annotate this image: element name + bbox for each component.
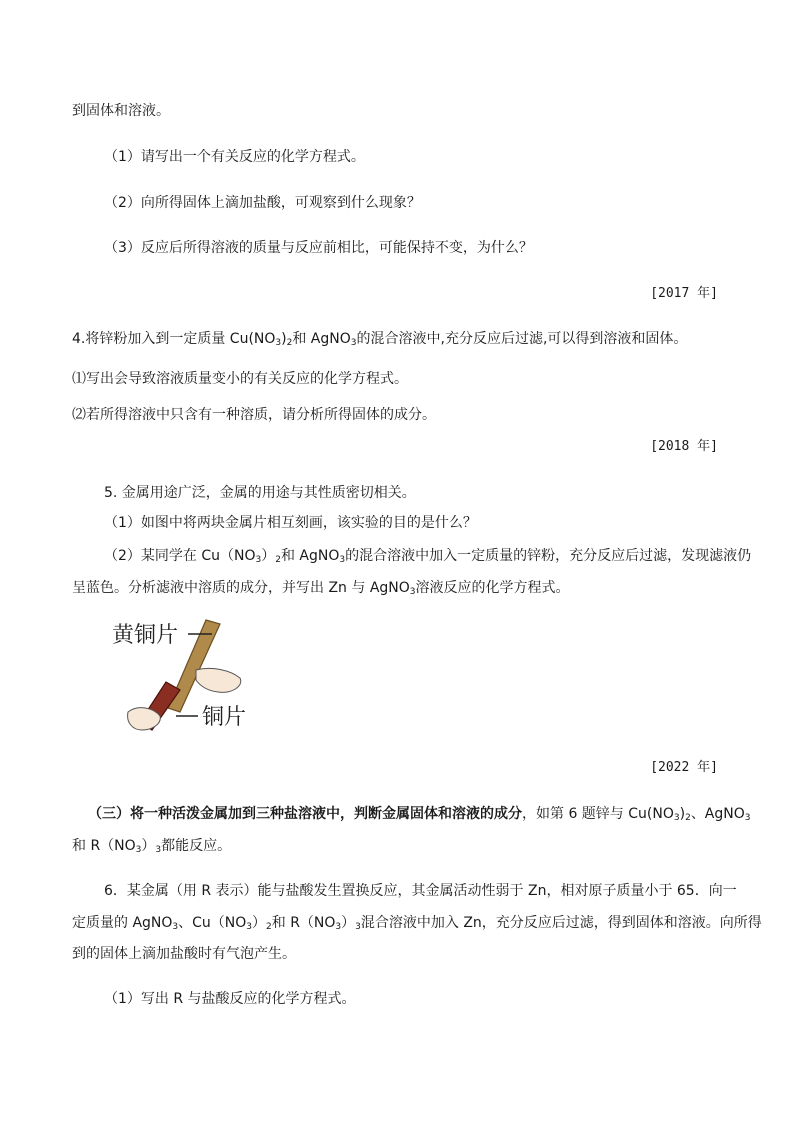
year-2018: [2018 年]	[650, 439, 718, 454]
label-copper: 铜片	[202, 704, 247, 729]
q3-sub1: （1）请写出一个有关反应的化学方程式。	[104, 149, 365, 165]
q6-line2: 定质量的 AgNO$_3$、$Cu(NO_3)_2$和 $R(NO_3)_3$混合溶液中加入 Zn，充分反应后过滤，得到固体和溶液。向所得	[72, 915, 762, 932]
q6-sub1: （1）写出 R 与盐酸反应的化学方程式。	[104, 991, 356, 1007]
q5-sub2-line1: （2）某同学在 $Cu(NO_3)_2$和 AgNO$_3$的混合溶液中加入一定质量的锌粉，充分反应后过滤，发现滤液仍	[104, 548, 752, 565]
brass-copper-scratch-figure	[108, 612, 258, 742]
year-2017: [2017 年]	[650, 286, 718, 301]
q5-sub2-line2: 呈蓝色。分析滤液中溶质的成分，并写出 Zn 与 AgNO$_3$溶液反应的化学方程式。	[72, 580, 570, 597]
right-hand	[196, 668, 241, 692]
section-3-heading: （三）将一种活泼金属加到三种盐溶液中，判断金属固体和溶液的成分，如第 6 题锌与 $Cu(NO_3)_2$、AgNO$_3$	[88, 806, 751, 823]
label-brass: 黄铜片	[112, 622, 179, 647]
q3-sub3: （3）反应后所得溶液的质量与反应前相比，可能保持不变，为什么？	[104, 240, 533, 256]
year-2022: [2022 年]	[650, 760, 718, 775]
q4-sub1: ⑴写出会导致溶液质量变小的有关反应的化学方程式。	[72, 371, 408, 387]
q5-sub1: （1）如图中将两块金属片相互刻画，该实验的目的是什么？	[104, 515, 477, 531]
q3-sub2: （2）向所得固体上滴加盐酸，可观察到什么现象？	[104, 195, 421, 211]
q6-line1: 6．某金属（用 R 表示）能与盐酸发生置换反应，其金属活动性弱于 Zn，相对原子质量小于 65．向一	[104, 883, 737, 899]
q4-stem: 4.将锌粉加入到一定质量 $Cu(NO_3)_2$和 AgNO$_3$的混合溶液中,充分反应后过滤,可以得到溶液和固体。	[72, 331, 688, 348]
q4-sub2: ⑵若所得溶液中只含有一种溶质，请分析所得固体的成分。	[72, 407, 436, 423]
section-3-line2: 和 $R(NO_3)_3$都能反应。	[72, 838, 232, 855]
intro-text: 到固体和溶液。	[72, 103, 170, 119]
q5-title: 5. 金属用途广泛，金属的用途与其性质密切相关。	[104, 485, 416, 501]
q6-line3: 到的固体上滴加盐酸时有气泡产生。	[72, 946, 296, 962]
